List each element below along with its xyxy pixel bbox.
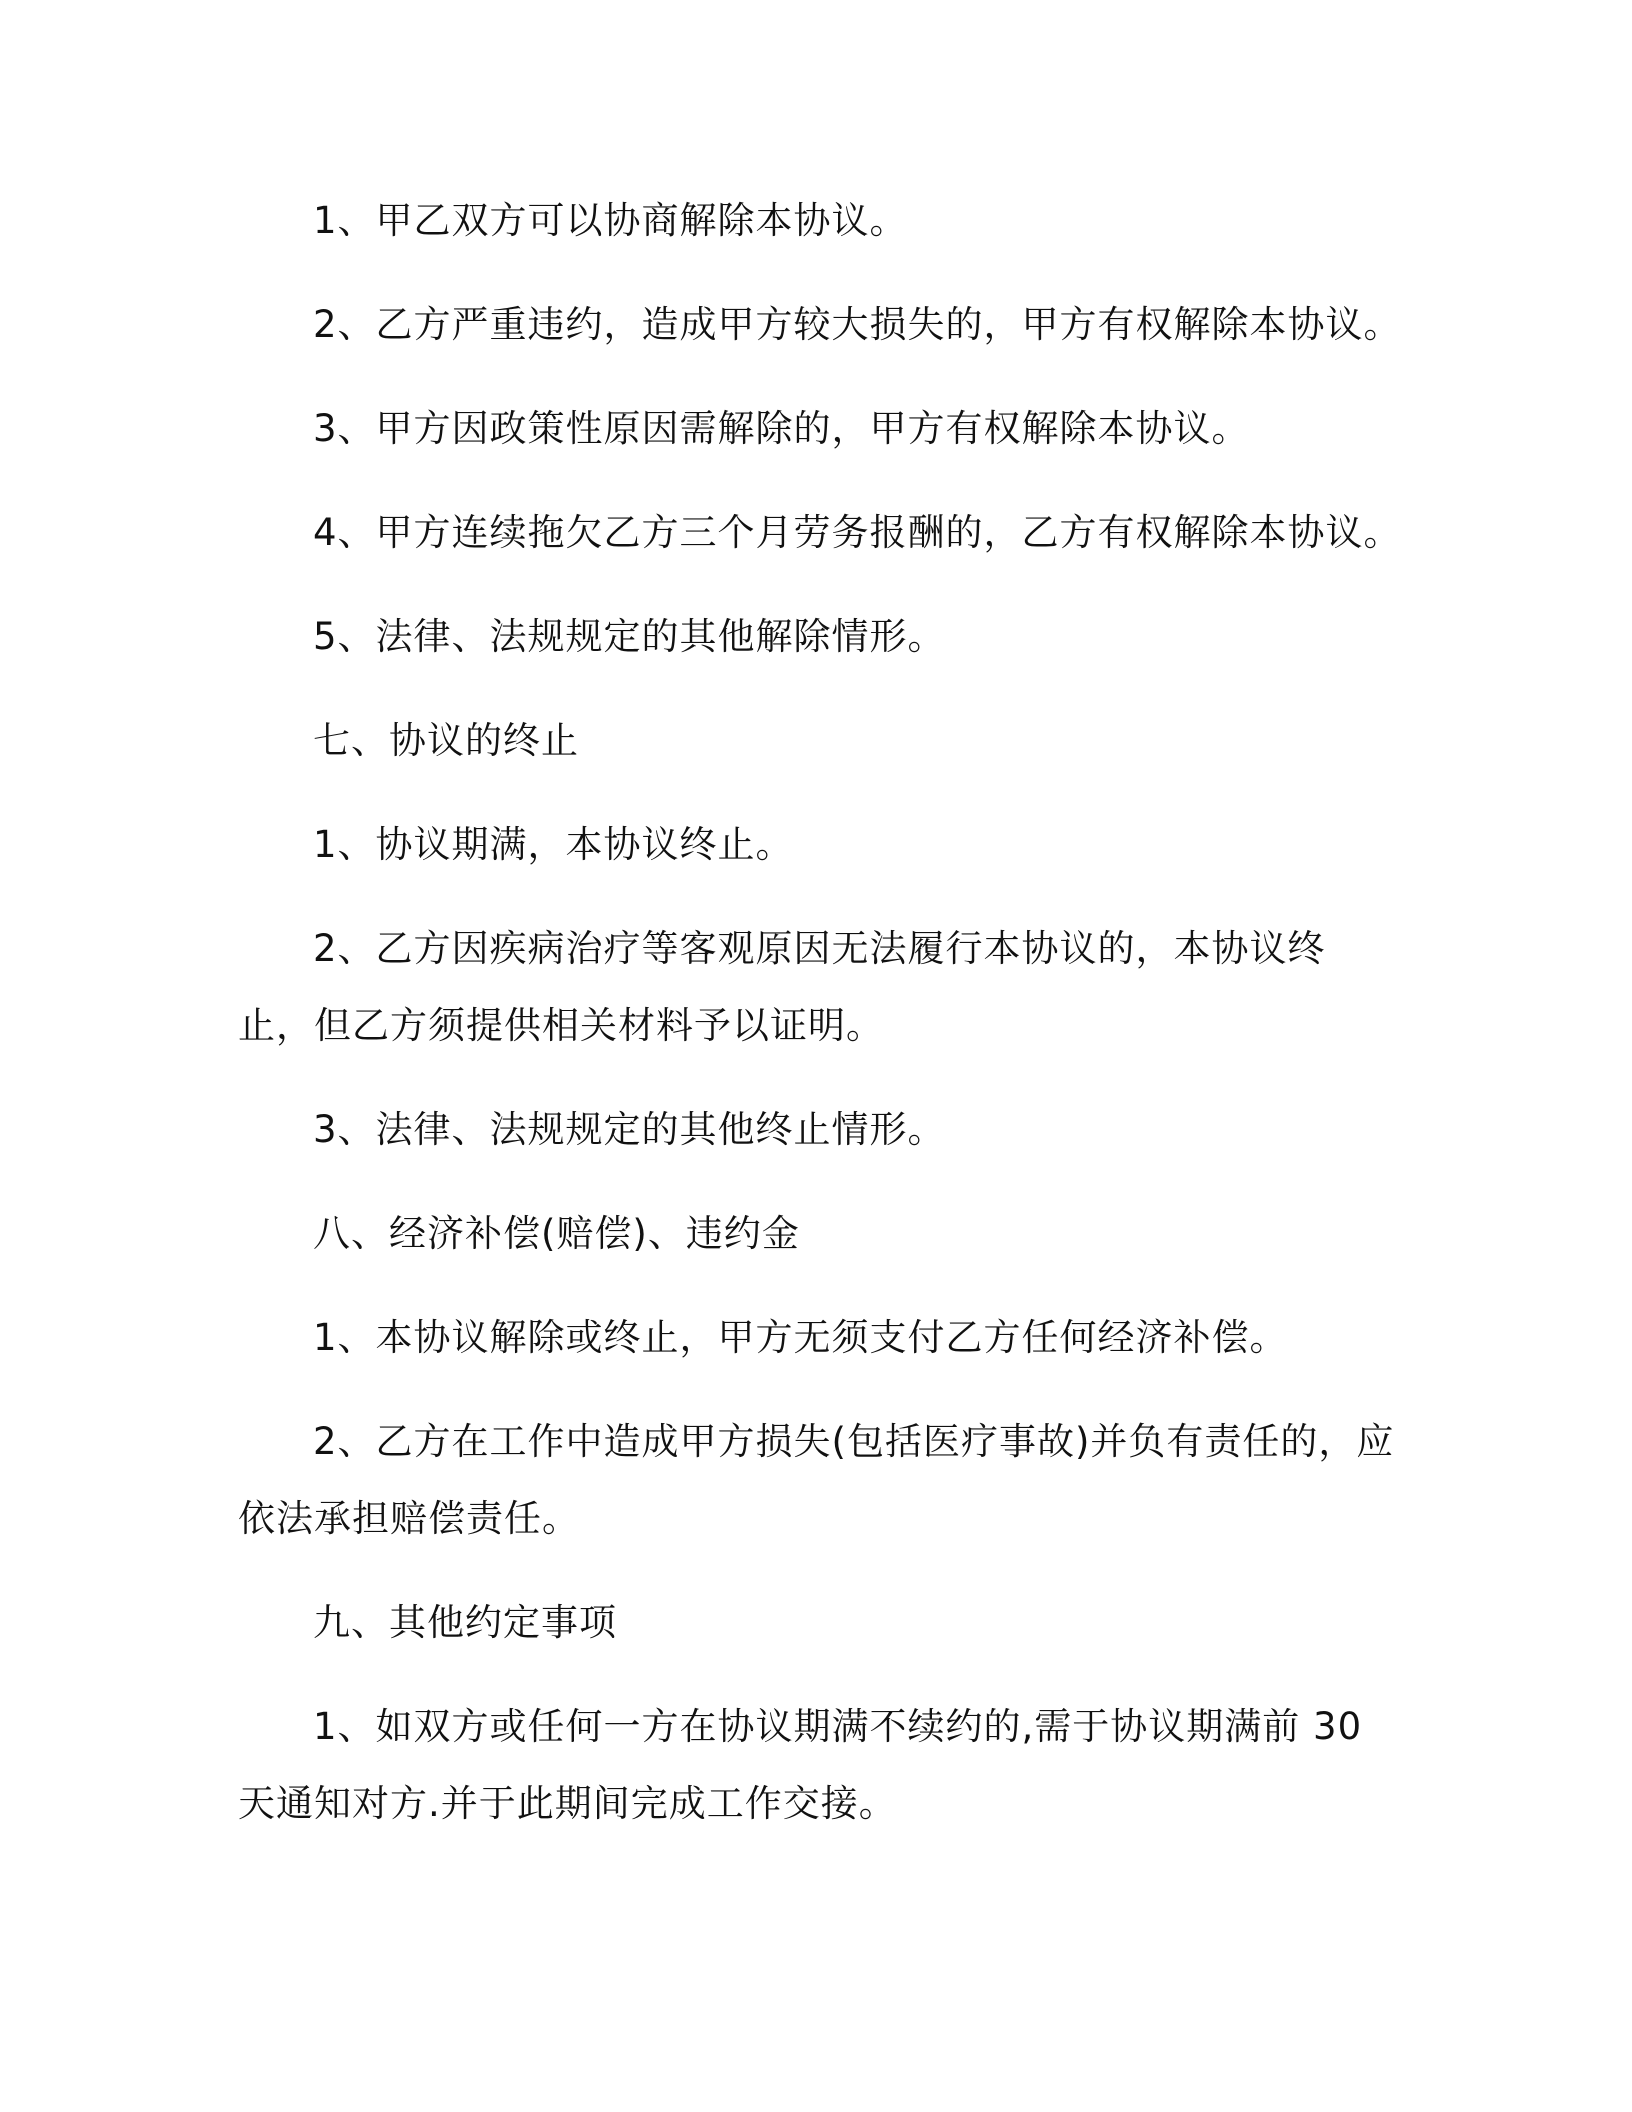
clause-other-1: 1、如双方或任何一方在协议期满不续约的,需于协议期满前 30 天通知对方.并于此期间完成工作交接。	[238, 1705, 1363, 1825]
clause-termination-1: 1、甲乙双方可以协商解除本协议。	[313, 199, 908, 242]
clause-expiry-1: 1、协议期满，本协议终止。	[313, 823, 794, 866]
clause-termination-5: 5、法律、法规规定的其他解除情形。	[313, 615, 946, 658]
section-heading-expiry: 七、协议的终止	[313, 719, 579, 762]
clause-expiry-2: 2、乙方因疾病治疗等客观原因无法履行本协议的，本协议终止，但乙方须提供相关材料予以证明。	[238, 927, 1326, 1047]
document-body	[238, 182, 1402, 1869]
clause-compensation-1: 1、本协议解除或终止，甲方无须支付乙方任何经济补偿。	[313, 1316, 1288, 1359]
clause-termination-2: 2、乙方严重违约，造成甲方较大损失的，甲方有权解除本协议。	[313, 303, 1402, 346]
section-heading-other: 九、其他约定事项	[313, 1601, 617, 1644]
section-heading-compensation: 八、经济补偿(赔偿)、违约金	[313, 1212, 800, 1255]
clause-termination-3: 3、甲方因政策性原因需解除的，甲方有权解除本协议。	[313, 407, 1250, 450]
clause-expiry-3: 3、法律、法规规定的其他终止情形。	[313, 1108, 946, 1151]
clause-termination-4: 4、甲方连续拖欠乙方三个月劳务报酬的，乙方有权解除本协议。	[313, 511, 1402, 554]
clause-compensation-2: 2、乙方在工作中造成甲方损失(包括医疗事故)并负有责任的，应依法承担赔偿责任。	[238, 1420, 1395, 1540]
